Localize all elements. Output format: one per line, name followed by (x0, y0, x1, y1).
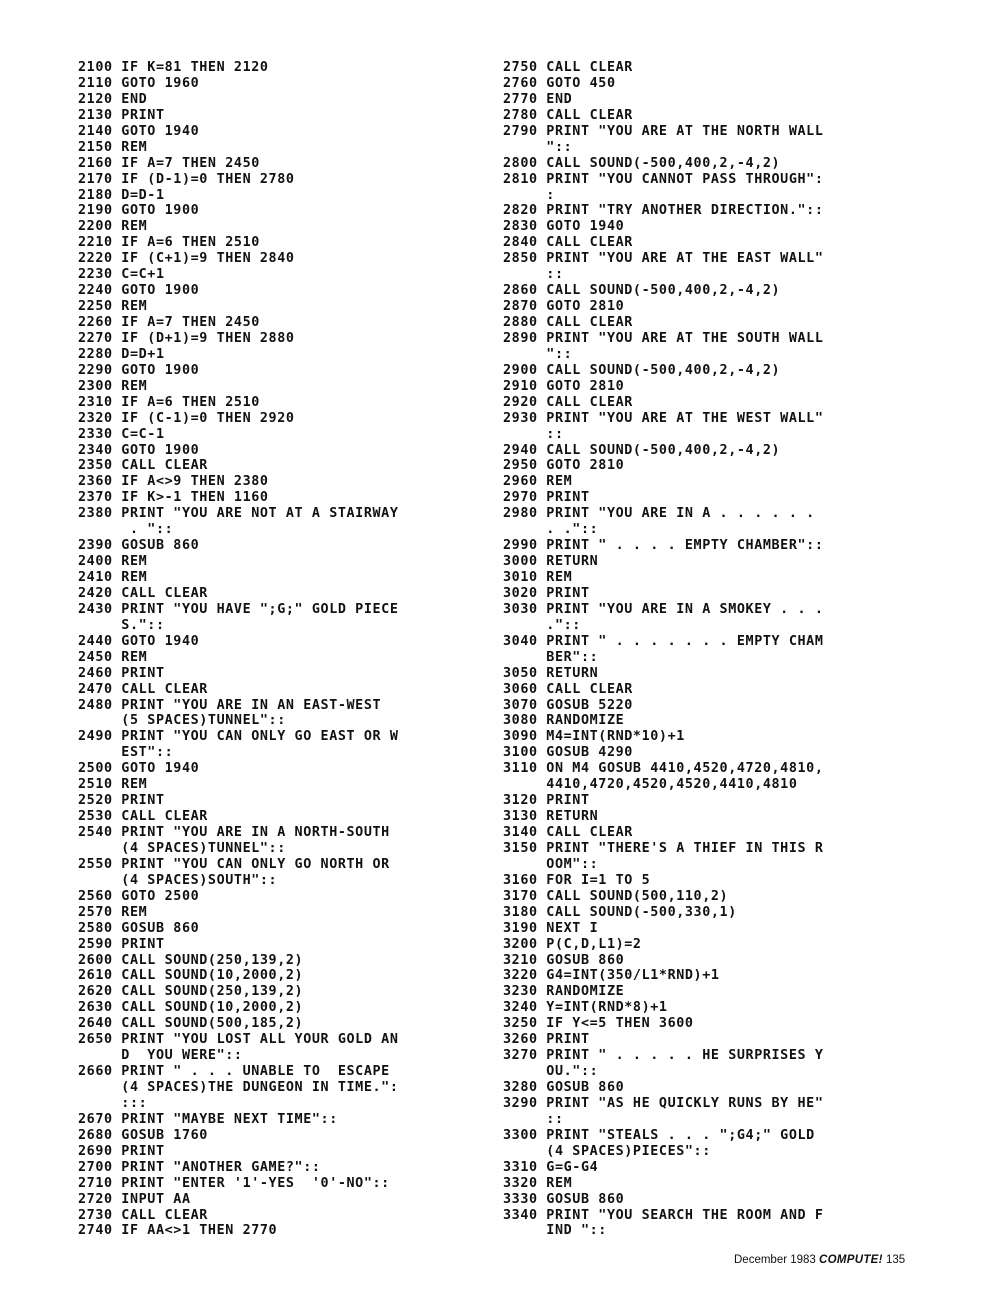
code-line: 2650 PRINT "YOU LOST ALL YOUR GOLD AN (78, 1032, 399, 1048)
code-line: 2410 REM (78, 570, 148, 585)
footer-page-number: 135 (885, 1254, 906, 1266)
listing-column-right (503, 60, 923, 1239)
code-line: 2350 CALL CLEAR (78, 458, 208, 474)
code-line: 2500 GOTO 1940 (78, 761, 200, 777)
code-line: 2190 GOTO 1900 (78, 203, 200, 219)
code-line: 2100 IF K=81 THEN 2120 (78, 60, 269, 75)
code-line: 2180 D=D-1 (78, 187, 165, 203)
code-line: 3200 P(C,D,L1)=2 (503, 936, 642, 952)
code-line: 2430 PRINT "YOU HAVE ";G;" GOLD PIECE (78, 601, 399, 617)
code-line: 2970 PRINT (503, 490, 590, 506)
code-line: 2990 PRINT " . . . . EMPTY CHAMBER":: (503, 538, 824, 554)
code-line: 2450 REM (78, 649, 148, 665)
code-line: 3070 GOSUB 5220 (503, 697, 633, 713)
code-line: 3010 REM (503, 570, 573, 585)
code-line: (5 SPACES)TUNNEL":: (78, 713, 286, 729)
code-line: :: (503, 426, 564, 442)
code-line: 2540 PRINT "YOU ARE IN A NORTH-SOUTH (78, 825, 390, 840)
code-line: 3300 PRINT "STEALS . . . ";G4;" GOLD (503, 1127, 815, 1143)
code-line: ":: (503, 346, 573, 362)
code-line: 3320 REM (503, 1175, 573, 1191)
code-line: 3280 GOSUB 860 (503, 1080, 625, 1095)
code-line: . ":: (78, 522, 174, 538)
code-line: 3030 PRINT "YOU ARE IN A SMOKEY . . . (503, 601, 824, 617)
code-line: 2470 CALL CLEAR (78, 681, 208, 697)
code-line: 3290 PRINT "AS HE QUICKLY RUNS BY HE" (503, 1095, 824, 1111)
code-line: 2660 PRINT " . . . UNABLE TO ESCAPE (78, 1064, 390, 1080)
code-line: 2240 GOTO 1900 (78, 283, 200, 299)
code-line: 2640 CALL SOUND(500,185,2) (78, 1016, 304, 1032)
code-line: 2610 CALL SOUND(10,2000,2) (78, 968, 304, 984)
code-line: ":: (503, 139, 573, 155)
code-line: (4 SPACES)SOUTH":: (78, 872, 278, 888)
code-line: 3190 NEXT I (503, 920, 599, 936)
code-line: 2820 PRINT "TRY ANOTHER DIRECTION.":: (503, 203, 824, 219)
code-line: 2880 CALL CLEAR (503, 315, 633, 330)
code-line: 2300 REM (78, 378, 148, 394)
code-line: 2420 CALL CLEAR (78, 585, 208, 601)
code-line: 2280 D=D+1 (78, 346, 165, 362)
code-line: D YOU WERE":: (78, 1048, 243, 1064)
code-line: 2210 IF A=6 THEN 2510 (78, 235, 260, 251)
code-line: 2750 CALL CLEAR (503, 60, 633, 75)
code-line: 2740 IF AA<>1 THEN 2770 (78, 1223, 278, 1239)
code-line: 3130 RETURN (503, 809, 599, 825)
code-line: IND ":: (503, 1223, 607, 1239)
code-line: 2460 PRINT (78, 665, 165, 681)
code-line: 3050 RETURN (503, 665, 599, 681)
code-line: 2220 IF (C+1)=9 THEN 2840 (78, 251, 295, 267)
code-line: 3170 CALL SOUND(500,110,2) (503, 888, 729, 904)
code-line: 3310 G=G-G4 (503, 1159, 599, 1175)
code-line: 2900 CALL SOUND(-500,400,2,-4,2) (503, 362, 781, 378)
code-line: 3220 G4=INT(350/L1*RND)+1 (503, 968, 720, 984)
code-line: 2620 CALL SOUND(250,139,2) (78, 984, 304, 1000)
code-line: 3120 PRINT (503, 793, 590, 809)
code-line: 2440 GOTO 1940 (78, 633, 200, 649)
code-line: 2810 PRINT "YOU CANNOT PASS THROUGH": (503, 171, 824, 187)
code-line: 3240 Y=INT(RND*8)+1 (503, 1000, 668, 1016)
code-line: 2140 GOTO 1940 (78, 123, 200, 139)
code-line: 2760 GOTO 450 (503, 75, 616, 91)
code-line: 2110 GOTO 1960 (78, 75, 200, 91)
code-line: :: (503, 267, 564, 283)
code-line: 2850 PRINT "YOU ARE AT THE EAST WALL" (503, 251, 824, 267)
code-line: 2930 PRINT "YOU ARE AT THE WEST WALL" (503, 410, 824, 426)
code-line: 2860 CALL SOUND(-500,400,2,-4,2) (503, 283, 781, 299)
code-line: 2340 GOTO 1900 (78, 442, 200, 458)
code-line: 3210 GOSUB 860 (503, 952, 625, 968)
code-line: 3100 GOSUB 4290 (503, 745, 633, 761)
code-line: 3080 RANDOMIZE (503, 713, 625, 729)
code-line: 2510 REM (78, 777, 148, 793)
code-line: 2380 PRINT "YOU ARE NOT AT A STAIRWAY (78, 506, 399, 522)
code-line: 2560 GOTO 2500 (78, 888, 200, 904)
code-line: 3140 CALL CLEAR (503, 825, 633, 840)
code-line: : (503, 187, 555, 203)
code-line: 2270 IF (D+1)=9 THEN 2880 (78, 330, 295, 346)
code-line: 2290 GOTO 1900 (78, 362, 200, 378)
code-line: 3110 ON M4 GOSUB 4410,4520,4720,4810, (503, 761, 824, 777)
code-line: 2150 REM (78, 139, 148, 155)
code-line: 3330 GOSUB 860 (503, 1191, 625, 1207)
code-line: 2490 PRINT "YOU CAN ONLY GO EAST OR W (78, 729, 399, 745)
code-line: 2200 REM (78, 219, 148, 235)
code-line: 2530 CALL CLEAR (78, 809, 208, 825)
code-line: (4 SPACES)PIECES":: (503, 1143, 711, 1159)
code-line: 2920 CALL CLEAR (503, 394, 633, 410)
code-line: EST":: (78, 745, 174, 761)
code-line: OOM":: (503, 856, 599, 872)
code-line: 2130 PRINT (78, 107, 165, 123)
code-line: 2160 IF A=7 THEN 2450 (78, 155, 260, 171)
code-line: 3000 RETURN (503, 554, 599, 570)
code-line: 3340 PRINT "YOU SEARCH THE ROOM AND F (503, 1207, 824, 1223)
code-line: 2390 GOSUB 860 (78, 538, 200, 554)
code-line: 3020 PRINT (503, 585, 590, 601)
code-line: 2960 REM (503, 474, 573, 490)
code-line: 2830 GOTO 1940 (503, 219, 625, 235)
code-line: :: (503, 1111, 564, 1127)
code-line: 2910 GOTO 2810 (503, 378, 625, 394)
code-line: 3180 CALL SOUND(-500,330,1) (503, 904, 737, 920)
code-line: 3270 PRINT " . . . . . HE SURPRISES Y (503, 1048, 824, 1064)
code-line: ::: (78, 1095, 148, 1111)
code-line: 2980 PRINT "YOU ARE IN A . . . . . . (503, 506, 815, 522)
code-line: 2940 CALL SOUND(-500,400,2,-4,2) (503, 442, 781, 458)
code-line: .":: (503, 617, 581, 633)
code-line: 3040 PRINT " . . . . . . . EMPTY CHAM (503, 633, 824, 649)
code-line: 4410,4720,4520,4520,4410,4810 (503, 777, 798, 793)
code-line: 2250 REM (78, 299, 148, 315)
code-line: 2670 PRINT "MAYBE NEXT TIME":: (78, 1111, 338, 1127)
code-line: 3090 M4=INT(RND*10)+1 (503, 729, 685, 745)
page-footer (734, 1254, 905, 1266)
code-line: 2590 PRINT (78, 936, 165, 952)
code-line: OU.":: (503, 1064, 599, 1080)
footer-date: December 1983 (734, 1254, 816, 1266)
code-line: 2570 REM (78, 904, 148, 920)
code-line: 2400 REM (78, 554, 148, 570)
code-line: 2730 CALL CLEAR (78, 1207, 208, 1223)
code-line: 2870 GOTO 2810 (503, 299, 625, 315)
code-line: . .":: (503, 522, 599, 538)
code-line: 2890 PRINT "YOU ARE AT THE SOUTH WALL (503, 330, 824, 346)
code-line: (4 SPACES)THE DUNGEON IN TIME.": (78, 1080, 399, 1095)
code-line: 2260 IF A=7 THEN 2450 (78, 315, 260, 330)
code-line: 2360 IF A<>9 THEN 2380 (78, 474, 269, 490)
code-line: 2790 PRINT "YOU ARE AT THE NORTH WALL (503, 123, 824, 139)
code-line: 2520 PRINT (78, 793, 165, 809)
code-line: 3260 PRINT (503, 1032, 590, 1048)
code-line: 2310 IF A=6 THEN 2510 (78, 394, 260, 410)
code-line: 2770 END (503, 91, 573, 107)
code-line: 2950 GOTO 2810 (503, 458, 625, 474)
code-line: 2230 C=C+1 (78, 267, 165, 283)
code-line: 2550 PRINT "YOU CAN ONLY GO NORTH OR (78, 856, 390, 872)
code-line: 3060 CALL CLEAR (503, 681, 633, 697)
code-line: 3160 FOR I=1 TO 5 (503, 872, 651, 888)
code-line: 2320 IF (C-1)=0 THEN 2920 (78, 410, 295, 426)
code-line: 2580 GOSUB 860 (78, 920, 200, 936)
code-line: 2780 CALL CLEAR (503, 107, 633, 123)
code-line: 2600 CALL SOUND(250,139,2) (78, 952, 304, 968)
code-line: S.":: (78, 617, 165, 633)
code-line: 2120 END (78, 91, 148, 107)
code-line: (4 SPACES)TUNNEL":: (78, 840, 286, 856)
code-line: 2700 PRINT "ANOTHER GAME?":: (78, 1159, 321, 1175)
footer-brand: COMPUTE! (819, 1254, 883, 1266)
code-line: 2720 INPUT AA (78, 1191, 191, 1207)
code-line: 3150 PRINT "THERE'S A THIEF IN THIS R (503, 840, 824, 856)
listing-column-left (78, 60, 498, 1239)
code-line: 2710 PRINT "ENTER '1'-YES '0'-NO":: (78, 1175, 390, 1191)
code-line: 2370 IF K>-1 THEN 1160 (78, 490, 269, 506)
code-line: 2800 CALL SOUND(-500,400,2,-4,2) (503, 155, 781, 171)
code-line: 2690 PRINT (78, 1143, 165, 1159)
code-line: 2170 IF (D-1)=0 THEN 2780 (78, 171, 295, 187)
code-line: 2330 C=C-1 (78, 426, 165, 442)
code-line: BER":: (503, 649, 599, 665)
code-line: 3250 IF Y<=5 THEN 3600 (503, 1016, 694, 1032)
code-line: 2630 CALL SOUND(10,2000,2) (78, 1000, 304, 1016)
code-line: 2480 PRINT "YOU ARE IN AN EAST-WEST (78, 697, 382, 713)
code-line: 3230 RANDOMIZE (503, 984, 625, 1000)
code-line: 2680 GOSUB 1760 (78, 1127, 208, 1143)
code-line: 2840 CALL CLEAR (503, 235, 633, 251)
